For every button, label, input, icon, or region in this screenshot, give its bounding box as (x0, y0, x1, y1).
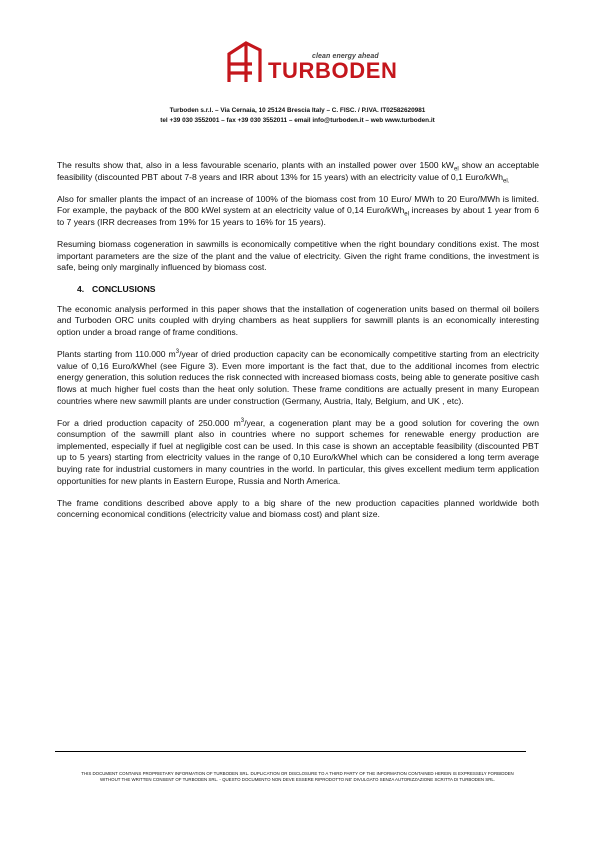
paragraph-frame-conditions: The frame conditions described above apply to a big share of the new production capacities planned worldwide both concerning economical conditions (electricity value and biomass cost) and plant size. (57, 497, 539, 520)
paragraph-text: Plants starting from 110.000 m (57, 349, 176, 360)
paragraph-text: For a dried production capacity of 250.000 m (57, 417, 241, 428)
logo-tagline: clean energy ahead (312, 53, 379, 60)
logo-brand-name: TURBODEN (268, 58, 398, 83)
subscript: el (454, 166, 459, 173)
section-number: 4. (77, 284, 85, 295)
logo-mark-icon (226, 40, 266, 84)
paragraph-plants-starting (57, 349, 539, 407)
paragraph-text: Also for smaller plants the impact of an increase of 100% of the biomass cost from 10 Euro/ MWh to 20 Euro/MWh is limited. For example, the payback of the 800 kWel system at an electricity value of 0,14 Euro/kWh (57, 193, 539, 216)
subscript: el (404, 212, 409, 218)
company-contacts: tel +39 030 3552001 – fax +39 030 3552011 – email info@turboden.it – web www.turboden.it (160, 117, 435, 124)
document-body (57, 160, 539, 531)
footer-disclaimer-line2: WITHOUT THE WRITTEN CONSENT OF TURBODEN SRL. - QUESTO DOCUMENTO NON DEVE ESSERE RIPRODOTTO NE' DIVULGATO SENZA AUTORIZZAZIONE SCRITTA DI TURBODEN SRL. (99, 777, 496, 782)
paragraph-resuming: Resuming biomass cogeneration in sawmills is economically competitive when the right boundary conditions exist. The most important parameters are the size of the plant and the value of electricity. Given the right frame conditions, the investment is safe, being only marginally influenced by biomass cost. (57, 238, 539, 273)
paragraph-text: /year of dried production capacity can be economically competitive starting from an electricity value of 0,16 Euro/kWhel (see Figure 3). Even more important is the fact that, due to the additional incomes from electric energy generation, this solution reduces the risk connected with increased biomass costs, being able to generate positive cash flows at much higher fuel costs than the heat only solution. These frame conditions are actually present in many European countries where new sawmill plants are under construction (Germany, Austria, Italy, Belgium, and UK , etc). (57, 349, 539, 406)
paragraph-text: show an acceptable feasibility (discounted PBT about 7-8 years and IRR about 13% for 15 years) with an electricity value of 0,1 Euro/kWh (57, 160, 539, 182)
section-heading-conclusions (57, 284, 539, 296)
subscript: el. (503, 178, 510, 185)
paragraph-economic-analysis: The economic analysis performed in this paper shows that the installation of cogeneration units based on thermal oil boilers and Turboden ORC units coupled with drying chambers as heat suppliers for sawmill plants is an economically interesting option under a broad range of frame conditions. (57, 303, 539, 338)
paragraph-results (57, 160, 539, 183)
paragraph-text: The results show that, also in a less favourable scenario, plants with an installed power over 1500 kW (57, 160, 455, 170)
paragraph-text: /year, a cogeneration plant may be a good solution for covering the own consumption of the sawmill plant also in countries where no support schemes for renewable energy production are implemented, especially if fuel at negligible cost can be used. In this case is shown an acceptable feasibility (discounted PBT up to 5 years) starting from electricity values in the range of 0,10 Euro/kWhel which can be considered a long term average buying rate for industrial customers in many countries in the world. In particular, this gives excellent medium term application opportunities for new plants in Eastern Europe, Russia and North America. (57, 417, 539, 486)
footer-divider (55, 751, 526, 752)
paragraph-smaller-plants (57, 194, 539, 229)
company-address: Turboden s.r.l. – Via Cernaia, 10 25124 Brescia Italy – C. FISC. / P.IVA. IT02582620981 (169, 107, 426, 114)
paragraph-dried-production (57, 418, 539, 488)
paragraph-text: increases by about 1 year from 6 to 7 years (IRR decreases from 19% for 15 years to 16% for 15 years). (57, 205, 539, 227)
section-title: CONCLUSIONS (92, 284, 156, 295)
footer-disclaimer-line1: THIS DOCUMENT CONTAINS PROPRIETARY INFORMATION OF TURBODEN SRL. DUPLICATION OR DISCLOSURE TO A THIRD PARTY OF THE INFORMATION CONTAINED HEREIN IS EXPRESSELY FORBIDDEN (81, 771, 514, 776)
superscript: 3 (240, 417, 245, 424)
superscript: 3 (175, 349, 180, 356)
